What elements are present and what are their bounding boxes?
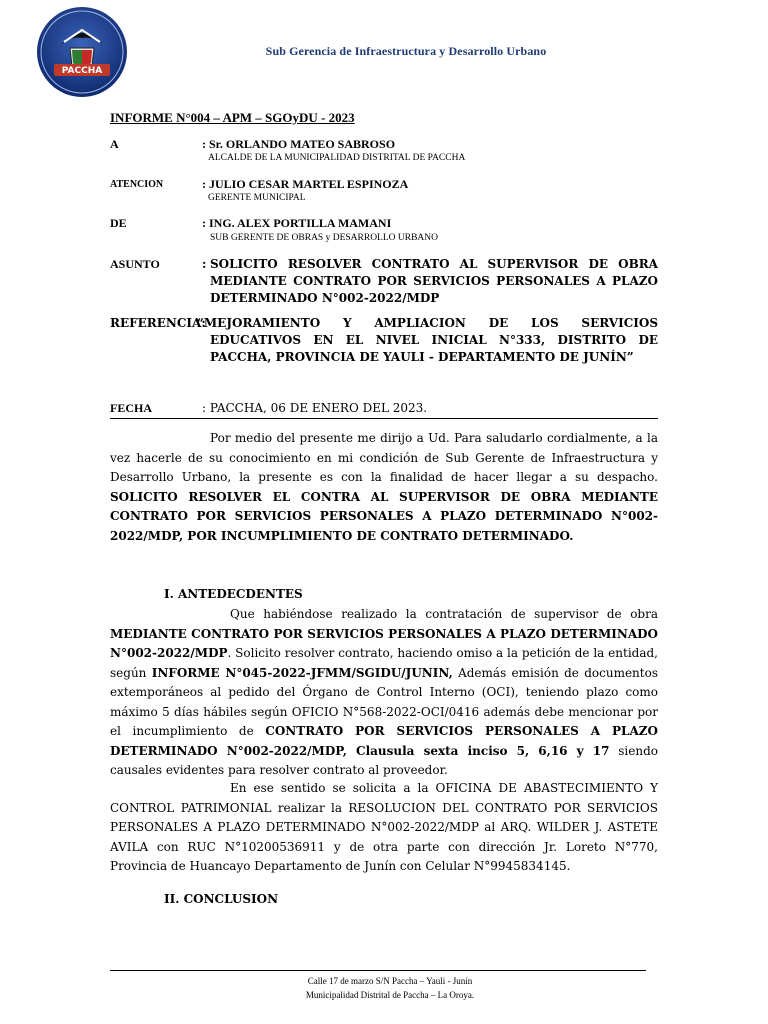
recipient-label: A (110, 137, 119, 151)
subject-label: ASUNTO (110, 257, 160, 271)
intro-request: SOLICITO RESOLVER EL CONTRA AL SUPERVISOR DE OBRA MEDIANTE CONTRATO POR SERVICIOS PERSONALES A PLAZO DETERMINADO N°002-2022/MDP, POR INCUMPLIMIENTO DE CONTRATO DETERMINADO. (110, 489, 658, 543)
s1p1-text-2: . Solicito resolver contrato, haciendo omiso a la petición de la entidad, según (110, 646, 658, 680)
date-divider (110, 418, 658, 419)
report-number: INFORME N°004 – APM – SGOyDU - 2023 (110, 110, 355, 125)
reference-text: “MEJORAMIENTO Y AMPLIACION DE LOS SERVICIOS EDUCATIVOS EN EL NIVEL INICIAL N°333, DISTRITO DE PACCHA, PROVINCIA DE YAULI - DEPARTAMENTO DE JUNÍN” (197, 316, 658, 364)
attention-position: GERENTE MUNICIPAL (208, 193, 306, 203)
date-value: : PACCHA, 06 DE ENERO DEL 2023. (202, 401, 428, 415)
section-1-paragraph-2: En ese sentido se solicita a la OFICINA DE ABASTECIMIENTO Y CONTROL PATRIMONIAL realizar la RESOLUCION DEL CONTRATO POR SERVICIOS PERSONALES A PLAZO DETERMINADO N°002-2022/MDP al ARQ. WILDER J. ASTETE AVILA con RUC N°10200536911 y de otra parte con dirección Jr. Loreto N°770, Provincia de Huancayo Departamento de Junín con Celular N°9945834145. (110, 781, 658, 873)
section-1-paragraph-1 (110, 605, 658, 781)
subject-row (110, 255, 658, 309)
footer-divider (110, 970, 646, 971)
sender-row (110, 214, 658, 248)
recipient-position: ALCALDE DE LA MUNICIPALIDAD DISTRITAL DE PACCHA (208, 153, 466, 163)
attention-row (110, 175, 658, 209)
footer-address: Calle 17 de marzo S/N Paccha – Yauli - Junín (307, 976, 473, 986)
s1p1-text-3: Además emisión de documentos extemporáneos al pedido del Órgano de Control Interno (OCI), teniendo plazo como máximo 5 días hábiles según OFICIO N°568-2022-OCI/0416 además debe mencionar por el incumplimiento de (110, 665, 658, 738)
recipient-row (110, 135, 658, 169)
intro-paragraph (110, 429, 658, 546)
s1p1-contract-clause: CONTRATO POR SERVICIOS PERSONALES A PLAZO DETERMINADO N°002-2022/MDP, Clausula sexta inciso 5, 6,16 y 17 (110, 724, 658, 758)
date-label: FECHA (110, 401, 152, 415)
s1p1-text-1: Que habiéndose realizado la contratación de supervisor de obra (230, 607, 658, 621)
attention-label: ATENCION (110, 179, 164, 190)
s1p1-report-ref: INFORME N°045-2022-JFMM/SGIDU/JUNIN, (151, 665, 453, 680)
section-2-heading: II. CONCLUSION (164, 892, 279, 906)
logo-text: PACCHA (61, 66, 103, 76)
reference-row (110, 314, 658, 368)
s1p1-text-4: siendo causales evidentes para resolver contrato al proveedor. (110, 743, 658, 777)
subject-text: SOLICITO RESOLVER CONTRATO AL SUPERVISOR DE OBRA MEDIANTE CONTRATO POR SERVICIOS PERSONALES A PLAZO DETERMINADO N°002-2022/MDP (210, 257, 658, 305)
sender-name: : ING. ALEX PORTILLA MAMANI (202, 216, 392, 230)
section-1-heading: I. ANTEDECDENTES (164, 587, 303, 601)
intro-text: Por medio del presente me dirijo a Ud. Para saludarlo cordialmente, a la vez hacerle de su conocimiento en mi condición de Sub Gerente de Infraestructura y Desarrollo Urbano, la presente es con la finalidad de hacer llegar a su despacho. (110, 431, 658, 484)
reference-label: REFERENCIA: (110, 316, 206, 330)
recipient-name: : Sr. ORLANDO MATEO SABROSO (202, 137, 396, 151)
footer-municipality: Municipalidad Distrital de Paccha – La Oroya. (305, 990, 475, 1000)
s1p1-contract: MEDIANTE CONTRATO POR SERVICIOS PERSONALES A PLAZO DETERMINADO N°002-2022/MDP (110, 626, 658, 660)
subject-colon: : (202, 257, 207, 271)
attention-name: : JULIO CESAR MARTEL ESPINOZA (202, 177, 409, 191)
sender-label: DE (110, 216, 127, 230)
date-row (110, 400, 658, 418)
header-title: Sub Gerencia de Infraestructura y Desarrollo Urbano (265, 44, 547, 58)
sender-position: SUB GERENTE DE OBRAS y DESARROLLO URBANO (210, 233, 439, 243)
